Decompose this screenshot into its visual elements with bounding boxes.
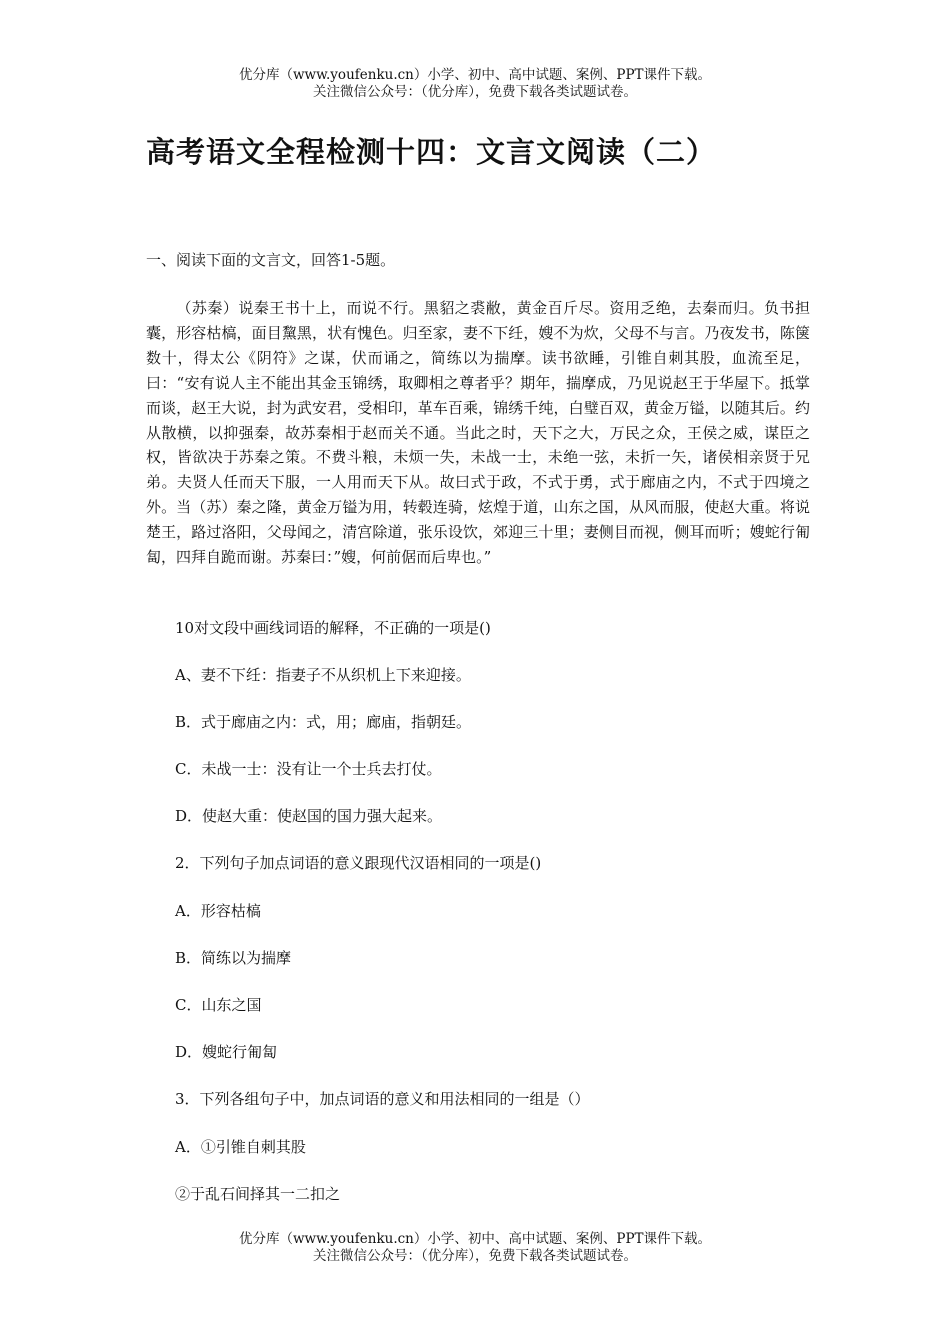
question-2-option-b: B．简练以为揣摩: [175, 949, 292, 967]
passage-text: （苏秦）说秦王书十上，而说不行。黑貂之裘敝，黄金百斤尽。资用乏绝，去秦而归。负书担囊，形容枯槁，面目黧黑，状有愧色。归至家，妻不下纴，嫂不为炊，父母不与言。乃夜发书，陈箧数十，得太公《阴符》之谋，伏而诵之，简练以为揣摩。读书欲睡，引锥自刺其股，血流至足，曰：“安有说人主不能出其金玉锦绣，取卿相之尊者乎？期年，揣摩成，乃见说赵王于华屋下。抵掌而谈，赵王大说，封为武安君，受相印，革车百乘，锦绣千纯，白璧百双，黄金万镒，以随其后。约从散横，以抑强秦，故苏秦相于赵而关不通。当此之时，天下之大，万民之众，王侯之威，谋臣之权，皆欲决于苏秦之策。不费斗粮，未烦一失，未战一士，未绝一弦，未折一矢，诸侯相亲贤于兄弟。夫贤人任而天下服，一人用而天下从。故曰式于政，不式于勇，式于廊庙之内，不式于四境之外。当（苏）秦之隆，黄金万镒为用，转毂连骑，炫煌于道，山东之国，从风而服，使赵大重。将说楚王，路过洛阳，父母闻之，清宫除道，张乐设饮，郊迎三十里；妻侧目而视，侧耳而听；嫂蛇行匍匐，四拜自跪而谢。苏秦曰：”嫂，何前倨而后卑也。”: [146, 299, 810, 567]
page-title: 高考语文全程检测十四：文言文阅读（二）: [146, 135, 717, 169]
classical-passage: [146, 296, 810, 570]
question-3-option-a-1: A．①引锥自刺其股: [175, 1138, 306, 1156]
question-2-option-d: D．嫂蛇行匍匐: [175, 1043, 278, 1061]
question-1-stem: 10对文段中画线词语的解释，不正确的一项是(): [175, 619, 491, 637]
page-footer: [0, 1231, 950, 1265]
footer-line-2: 关注微信公众号：（优分库），免费下载各类试题试卷。: [313, 1248, 637, 1264]
question-1-option-c: C．未战一士：没有让一个士兵去打仗。: [175, 760, 442, 778]
question-2-option-a: A．形容枯槁: [175, 902, 261, 920]
question-1-option-b: B．式于廊庙之内：式，用；廊庙，指朝廷。: [175, 713, 472, 731]
header-line-2: 关注微信公众号：（优分库），免费下载各类试题试卷。: [313, 84, 637, 100]
question-3-stem: 3．下列各组句子中，加点词语的意义和用法相同的一组是（）: [175, 1090, 590, 1108]
page-header: [0, 67, 950, 101]
question-2-stem: 2．下列句子加点词语的意义跟现代汉语相同的一项是(): [175, 854, 542, 872]
section-instruction: 一、阅读下面的文言文，回答1-5题。: [146, 251, 396, 269]
question-2-option-c: C．山东之国: [175, 996, 262, 1014]
question-1-option-d: D．使赵大重：使赵国的国力强大起来。: [175, 807, 443, 825]
question-1-option-a: A、妻不下纴：指妻子不从织机上下来迎接。: [175, 666, 471, 684]
footer-line-1: 优分库（www.youfenku.cn）小学、初中、高中试题、案例、PPT课件下载。: [238, 1231, 712, 1247]
question-3-option-a-2: ②于乱石间择其一二扣之: [175, 1185, 341, 1203]
header-line-1: 优分库（www.youfenku.cn）小学、初中、高中试题、案例、PPT课件下载。: [238, 67, 712, 83]
